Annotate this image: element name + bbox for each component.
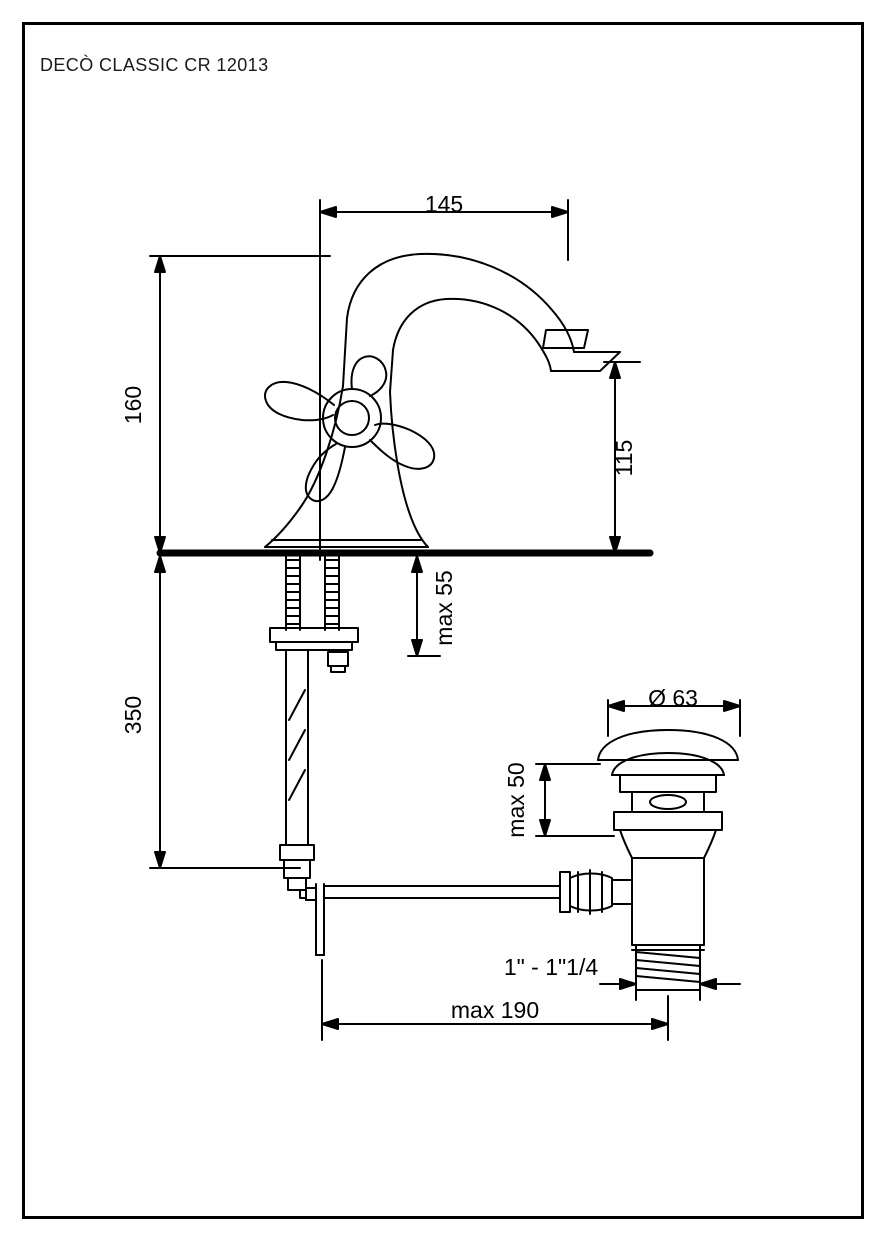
supply-hose: [280, 650, 314, 890]
dimension-label-115: 115: [611, 439, 637, 477]
pop-up-linkage: [300, 884, 560, 955]
faucet-spout-outline: [347, 254, 620, 371]
dimension-label-160: 160: [120, 385, 146, 425]
dimension-thread-size: [600, 970, 740, 1000]
dimension-label-max-190: max 190: [450, 997, 540, 1023]
dimension-label-145: 145: [424, 191, 464, 217]
dimension-label-max-55: max 55: [431, 570, 457, 646]
dimension-max-50: [536, 764, 614, 836]
faucet-body: [265, 318, 428, 547]
waste-drain-assembly: [560, 730, 738, 990]
dimension-label-350: 350: [120, 695, 146, 735]
dimension-label-max-50: max 50: [503, 762, 529, 838]
dimension-160: [150, 256, 330, 553]
faucet-shank: [270, 556, 358, 672]
dimension-350: [150, 556, 300, 868]
page-title: DECÒ CLASSIC CR 12013: [40, 55, 269, 75]
dimension-label-thread-size: 1" - 1"1/4: [503, 954, 599, 980]
faucet-cross-handle: [265, 356, 434, 501]
dimension-label-diameter-63: Ø 63: [648, 685, 698, 711]
